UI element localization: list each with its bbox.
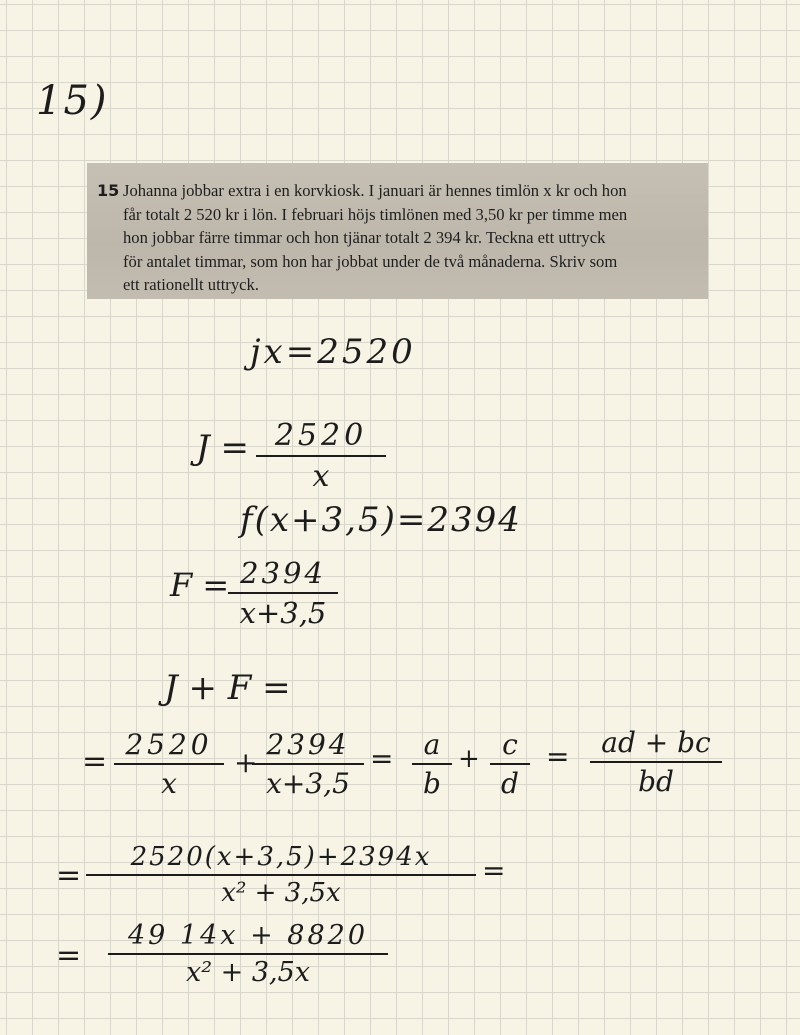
fraction-numerator: 2520 [125, 728, 213, 761]
fraction-denominator: x² + 3,5x [185, 957, 310, 988]
fraction-bar [108, 953, 388, 955]
fraction-ad-plus-bc-over-bd [590, 726, 722, 798]
task-text [123, 179, 698, 297]
fraction-j [256, 418, 386, 494]
task-number: 15 [97, 181, 120, 200]
equation-sum: J + F = [164, 668, 291, 708]
equation-f-lhs: F = [170, 566, 230, 604]
equation-february: f(x+3,5)=2394 [240, 500, 522, 540]
fraction-numerator: 2520 [274, 418, 368, 453]
fraction-a-over-b [412, 728, 452, 800]
equals-sign: = [82, 744, 108, 779]
equals-sign: = [56, 938, 82, 973]
fraction-bar [590, 761, 722, 763]
task-line: Johanna jobbar extra i en korvkiosk. I januari är hennes timlön x kr och hon [123, 181, 627, 200]
fraction-numerator: 2394 [266, 728, 350, 761]
fraction-bar [256, 455, 386, 457]
fraction-denominator: d [501, 767, 519, 800]
fraction-2520-over-x [114, 728, 224, 800]
fraction-numerator: 49 14x + 8820 [127, 920, 369, 951]
fraction-bar [114, 763, 224, 765]
fraction-numerator: a [423, 728, 441, 761]
equals-sign: = [546, 740, 570, 773]
fraction-numerator: 2520(x+3,5)+2394x [130, 842, 432, 872]
fraction-denominator: x+3,5 [239, 596, 327, 630]
fraction-f [228, 556, 338, 630]
task-line: får totalt 2 520 kr i lön. I februari höjs timlönen med 3,50 kr per timme men [123, 204, 628, 224]
fraction-denominator: bd [638, 765, 674, 798]
plus-sign: + [458, 744, 480, 774]
fraction-numerator: 2394 [240, 556, 326, 590]
fraction-denominator: x+3,5 [266, 767, 350, 800]
fraction-bar [252, 763, 364, 765]
task-line: ett rationellt uttryck. [123, 275, 259, 294]
fraction-bar [228, 592, 338, 594]
fraction-combined [86, 842, 476, 908]
task-line: för antalet timmar, som hon har jobbat under de två månaderna. Skriv som [123, 251, 618, 271]
task-line: hon jobbar färre timmar och hon tjänar totalt 2 394 kr. Teckna ett uttryck [123, 228, 606, 247]
equals-sign: = [482, 854, 506, 887]
fraction-bar [412, 763, 452, 765]
equals-sign: = [370, 742, 394, 775]
fraction-result [108, 920, 388, 988]
fraction-bar [490, 763, 530, 765]
fraction-denominator: b [423, 767, 441, 800]
equals-sign: = [56, 858, 82, 893]
task-box [87, 163, 708, 299]
plus-sign: + [234, 746, 258, 779]
page-number: 15) [36, 78, 109, 124]
fraction-numerator: ad + bc [601, 726, 711, 759]
equation-january: jx=2520 [250, 332, 416, 372]
fraction-2394-over-x-plus-35 [252, 728, 364, 800]
fraction-bar [86, 874, 476, 876]
fraction-numerator: c [502, 728, 518, 761]
fraction-denominator: x² + 3,5x [221, 878, 341, 908]
equation-j-lhs: J = [196, 428, 249, 468]
fraction-denominator: x [161, 767, 177, 800]
fraction-denominator: x [312, 459, 330, 494]
fraction-c-over-d [490, 728, 530, 800]
